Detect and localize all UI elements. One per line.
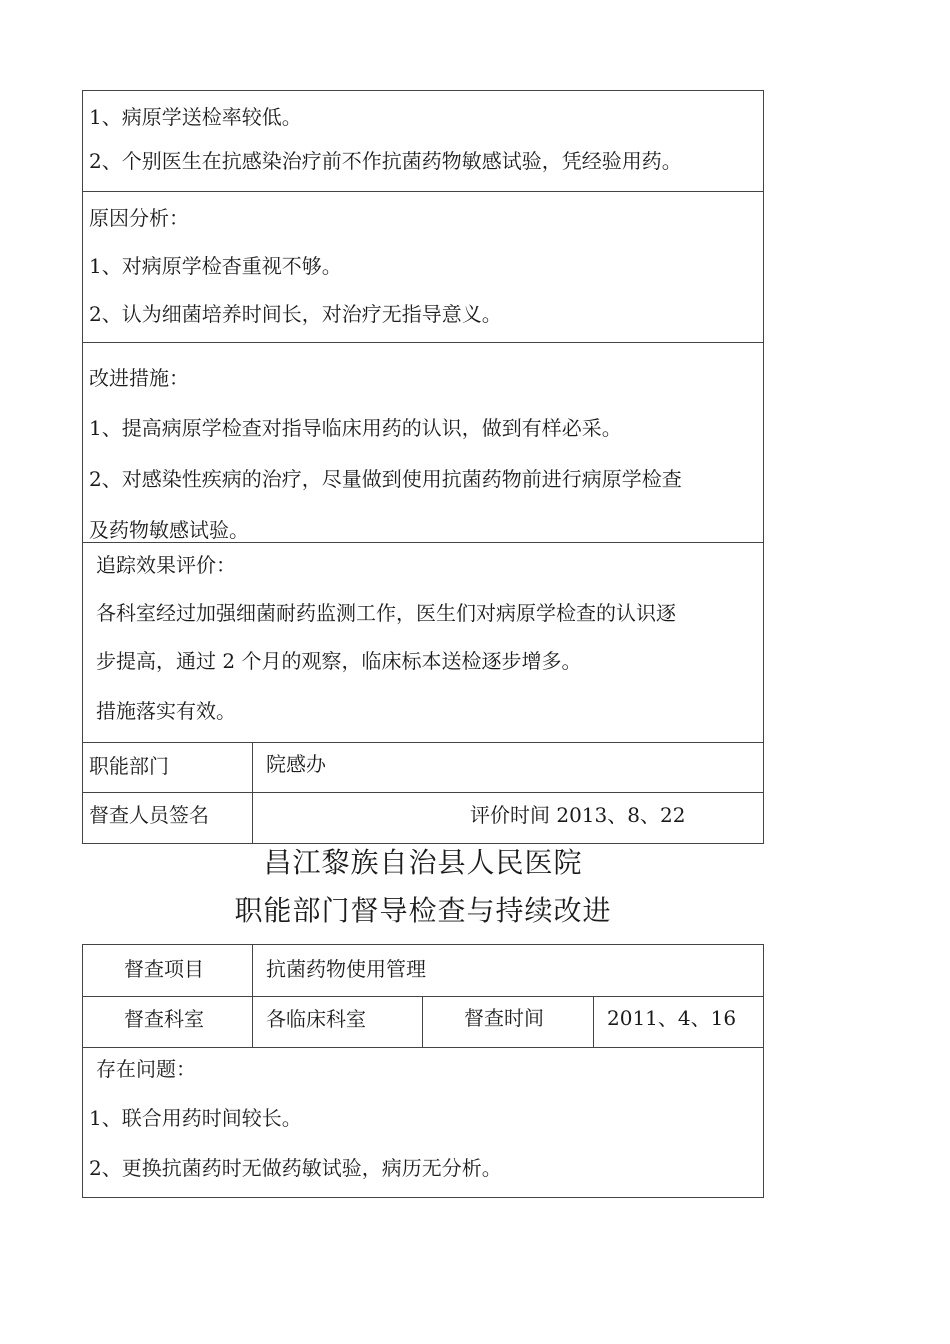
tracking-text-2: 步提高，通过 2 个月的观察，临床标本送检逐步增多。 [96,649,582,673]
page-title: 职能部门督导检查与持续改进 [234,894,612,927]
problem-item-2: 2、个别医生在抗感染治疗前不作抗菌药物敏感试验，凭经验用药。 [89,149,682,173]
measure-item-2: 2、对感染性疾病的治疗，尽量做到使用抗菌药物前进行病原学检查 [89,467,682,491]
problems-heading: 存在问题： [96,1057,196,1081]
column-divider [252,945,253,1047]
signer-label: 督查人员签名 [89,803,209,827]
eval-time: 评价时间 2013、8、22 [470,803,686,827]
divider [83,742,763,743]
problem-item-1: 1、病原学送检率较低。 [89,105,302,129]
divider [83,996,763,997]
column-divider [252,742,253,844]
column-divider [422,996,423,1047]
column-divider [593,996,594,1047]
cause-heading: 原因分析： [89,206,189,230]
divider [83,191,763,192]
divider [83,542,763,543]
measures-heading: 改进措施： [89,366,189,390]
tracking-text-3: 措施落实有效。 [96,699,236,723]
item-label: 督查项目 [124,957,204,981]
measure-item-2-cont: 及药物敏感试验。 [89,518,249,542]
dept-label: 职能部门 [89,754,169,778]
cause-item-1: 1、对病原学检杳重视不够。 [89,254,342,278]
item-value: 抗菌药物使用管理 [266,957,426,981]
time-value: 2011、4、16 [607,1006,737,1030]
time-label: 督查时间 [464,1006,544,1030]
tracking-text-1: 各科室经过加强细菌耐药监测工作，医生们对病原学检查的认识逐 [96,601,676,625]
dept-value: 各临床科室 [266,1007,366,1031]
problem-item-1: 1、联合用药时间较长。 [89,1106,302,1130]
measure-item-1: 1、提高病原学检查对指导临床用药的认识，做到有样必采。 [89,416,622,440]
dept-label: 督查科室 [124,1007,204,1031]
cause-item-2: 2、认为细菌培养时间长，对治疗无指导意义。 [89,302,502,326]
problem-item-2: 2、更换抗菌药时无做药敏试验，病历无分析。 [89,1156,502,1180]
divider [83,342,763,343]
inspection-table-continued [82,90,764,844]
divider [83,792,763,793]
inspection-table [82,944,764,1198]
divider [83,1047,763,1048]
hospital-title: 昌江黎族自治县人民医院 [263,846,583,879]
dept-value: 院感办 [266,752,326,776]
tracking-heading: 追踪效果评价： [96,553,236,577]
